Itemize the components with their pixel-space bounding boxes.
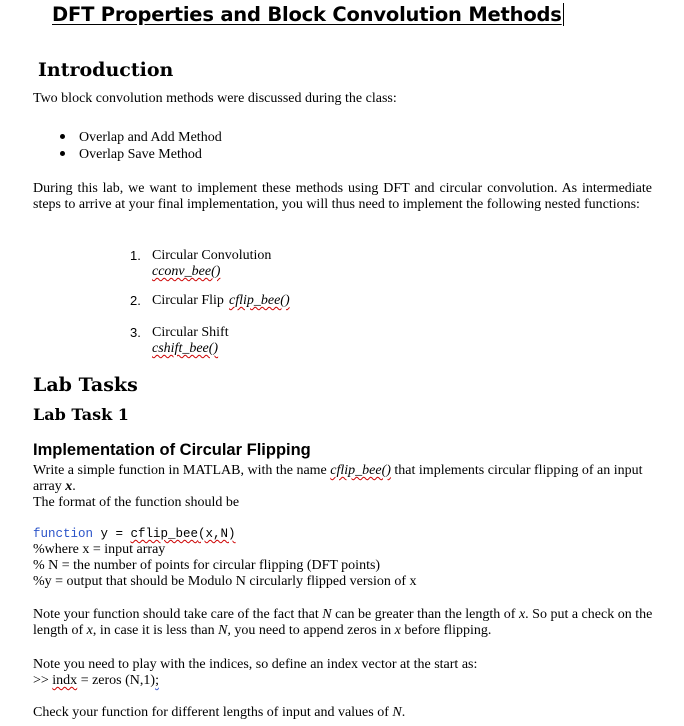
intro-text: Two block convolution methods were discussed during the class: bbox=[33, 91, 397, 106]
code-comment: %where x = input array bbox=[33, 542, 166, 557]
text-run: Note your function should take care of the fact that bbox=[33, 607, 323, 622]
task-description bbox=[33, 463, 642, 479]
bullet-icon bbox=[60, 134, 65, 139]
note-line-2 bbox=[33, 623, 491, 639]
function-list bbox=[130, 248, 430, 358]
prompt-symbol: >> bbox=[33, 673, 53, 688]
text-run: Write a simple function in MATLAB, with the name bbox=[33, 463, 331, 478]
function-name: Circular Convolution bbox=[152, 248, 272, 263]
function-identifier: cshift_bee() bbox=[152, 341, 219, 356]
code-text: y = bbox=[93, 527, 131, 541]
text-run: length of bbox=[33, 623, 87, 638]
code-signature bbox=[33, 526, 236, 542]
code-comment: % N = the number of points for circular flipping (DFT points) bbox=[33, 558, 381, 573]
bullet-item: Overlap and Add Method bbox=[79, 130, 222, 145]
function-identifier: cconv_bee() bbox=[152, 264, 221, 279]
lab-task-1-heading: Lab Task 1 bbox=[33, 405, 129, 424]
lab-tasks-heading: Lab Tasks bbox=[33, 374, 138, 396]
variable-n: N, bbox=[218, 623, 231, 638]
code-comment: %y = output that should be Modulo N circularly flipped version of x bbox=[33, 574, 417, 589]
text-run: . So put a check on the bbox=[525, 607, 653, 622]
function-identifier: cflip_bee() bbox=[229, 293, 290, 308]
text-run: , in case it is less than bbox=[92, 623, 219, 638]
note-indices: Note you need to play with the indices, so define an index vector at the start as: bbox=[33, 657, 478, 672]
semicolon: ; bbox=[155, 673, 159, 688]
text-run: . bbox=[401, 705, 406, 720]
function-name: Circular Shift bbox=[152, 325, 229, 340]
bullet-item: Overlap Save Method bbox=[79, 147, 202, 162]
intro-paragraph: During this lab, we want to implement these methods using DFT and circular convolution. As intermediate steps to arrive at your final implementation, you will thus need to implement the following nested functions: bbox=[33, 181, 652, 212]
list-number: 3. bbox=[130, 325, 141, 340]
list-number: 1. bbox=[130, 248, 141, 263]
text-run: you need to append zeros in bbox=[230, 623, 395, 638]
text-run: Check your function for different lengths of input and values of bbox=[33, 705, 393, 720]
function-identifier: cflip_bee() bbox=[330, 463, 391, 478]
variable-x: x bbox=[65, 479, 73, 494]
variable-x: x bbox=[394, 623, 401, 638]
variable-n: N bbox=[322, 607, 332, 622]
function-name: Circular Flip bbox=[152, 293, 224, 308]
text-run: = zeros (N,1) bbox=[77, 673, 156, 688]
variable-indx: indx bbox=[52, 673, 78, 688]
index-vector-code bbox=[33, 673, 159, 689]
note-line-1 bbox=[33, 607, 652, 623]
variable-x: x bbox=[86, 623, 93, 638]
text-run: that implements circular flipping of an input bbox=[390, 463, 643, 478]
introduction-heading: Introduction bbox=[38, 59, 174, 81]
task-description-line2 bbox=[33, 479, 76, 495]
code-keyword: function bbox=[33, 527, 94, 541]
final-instruction bbox=[33, 705, 405, 721]
variable-n: N bbox=[392, 705, 402, 720]
variable-x: x bbox=[518, 607, 526, 622]
section-heading: Implementation of Circular Flipping bbox=[33, 441, 311, 459]
bullet-icon bbox=[60, 151, 65, 156]
code-function-name: cflip_bee bbox=[130, 527, 199, 541]
code-arguments: (x,N) bbox=[198, 527, 236, 541]
text-run: array bbox=[33, 479, 66, 494]
text-run: before flipping. bbox=[400, 623, 492, 638]
format-line: The format of the function should be bbox=[33, 495, 240, 510]
list-number: 2. bbox=[130, 293, 141, 308]
text-run: can be greater than the length of bbox=[331, 607, 519, 622]
page-title: DFT Properties and Block Convolution Methods bbox=[52, 3, 562, 26]
text-run: . bbox=[72, 479, 76, 494]
